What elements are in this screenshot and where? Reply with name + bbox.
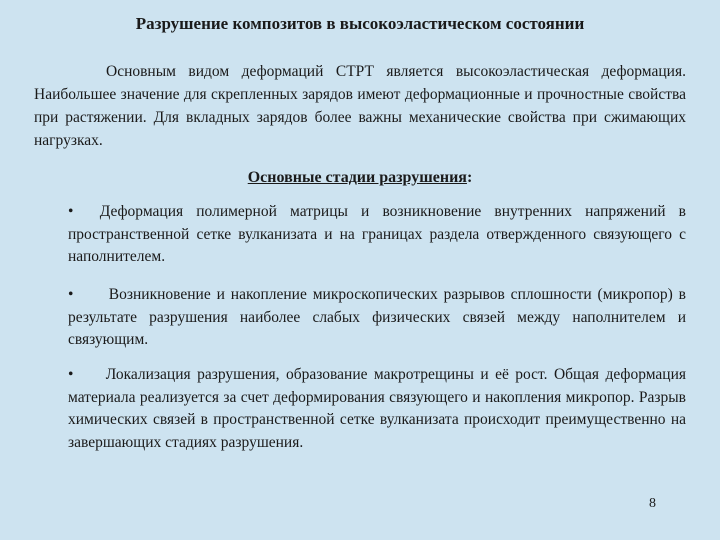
- intro-paragraph: Основным видом деформаций СТРТ является высокоэластическая деформация. Наибольшее значение для скрепленных зарядов имеют деформационные и прочностные свойства при растяжении. Для вкладных зарядов более важны механические свойства при сжимающих нагрузках.: [34, 63, 686, 149]
- bullet-icon: •: [68, 366, 74, 383]
- stage-item-2: [68, 284, 686, 352]
- bullet-icon: •: [68, 286, 74, 303]
- stage-item-text: Деформация полимерной матрицы и возникновение внутренних напряжений в пространственной сетке вулканизата и на границах раздела отвержденного связующего с наполнителем.: [68, 203, 686, 265]
- page-number: 8: [649, 496, 656, 511]
- stage-item-3: [68, 364, 686, 454]
- stages-heading: [0, 166, 720, 190]
- stage-item-1: [68, 201, 686, 269]
- bullet-icon: •: [68, 203, 74, 220]
- stage-item-text: Локализация разрушения, образование макротрещины и её рост. Общая деформация материала реализуется за счет деформирования связующего и накопления микропор. Разрыв химических связей в пространственной сетке вулканизата происходит преимущественно на завершающих стадиях разрушения.: [68, 366, 687, 451]
- stages-heading-text: Основные стадии разрушения: [247, 169, 467, 186]
- stages-heading-colon: :: [466, 169, 473, 186]
- stage-item-text: Возникновение и накопление микроскопических разрывов сплошности (микропор) в результате разрушения наиболее слабых физических связей между наполнителем и связующим.: [68, 286, 687, 348]
- slide-title: Разрушение композитов в высокоэластическом состоянии: [135, 14, 585, 33]
